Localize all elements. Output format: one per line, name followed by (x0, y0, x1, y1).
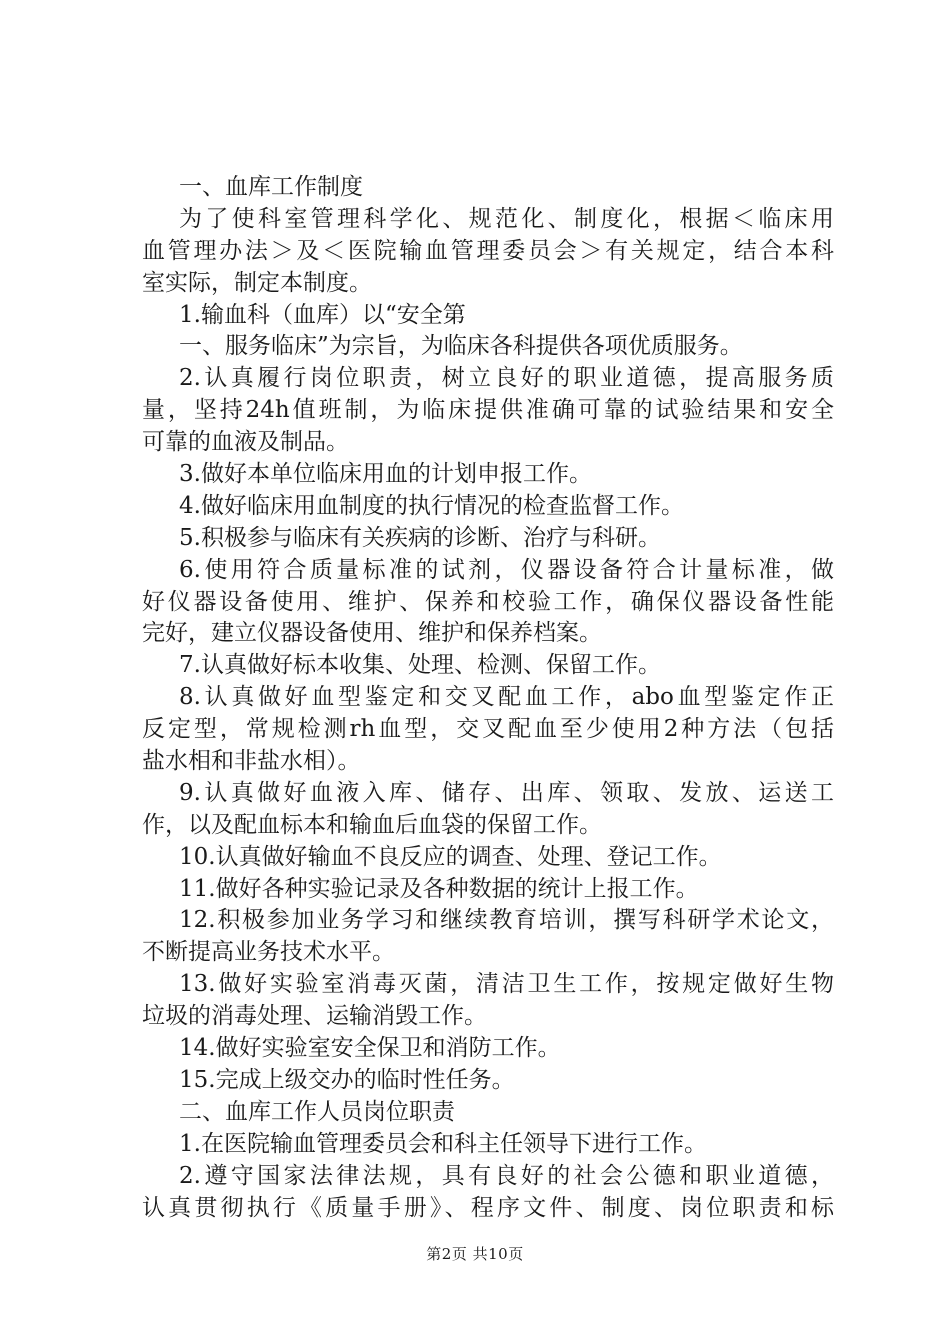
text-line: 3.做好本单位临床用血的计划申报工作。 (179, 461, 592, 488)
text-line: 垃圾的消毒处理、运输消毁工作。 (142, 1003, 487, 1030)
text-line: 不断提高业务技术水平。 (142, 939, 395, 966)
text-line: 可靠的血液及制品。 (142, 429, 349, 456)
text-line: 作，以及配血标本和输血后血袋的保留工作。 (142, 811, 602, 838)
text-line: 13.做好实验室消毒灭菌，清洁卫生工作，按规定做好生物 (179, 971, 834, 998)
text-line: 9.认真做好血液入库、储存、出库、领取、发放、运送工 (179, 779, 834, 806)
text-line: 室实际，制定本制度。 (142, 269, 372, 296)
text-line: 4.做好临床用血制度的执行情况的检查监督工作。 (179, 492, 684, 519)
document-body (142, 172, 834, 1224)
text-line: 2.遵守国家法律法规，具有良好的社会公德和职业道德， (179, 1162, 834, 1189)
text-line: 1.输血科（血库）以“安全第 (179, 301, 466, 328)
text-line: 为了使科室管理科学化、规范化、制度化，根据＜临床用 (179, 205, 834, 232)
text-line: 14.做好实验室安全保卫和消防工作。 (179, 1035, 561, 1062)
page-number-label: 第2页 共10页 (426, 1245, 524, 1263)
text-line: 二、血库工作人员岗位职责 (179, 1098, 455, 1125)
text-line: 10.认真做好输血不良反应的调查、处理、登记工作。 (179, 843, 722, 870)
text-line: 一、血库工作制度 (179, 174, 363, 200)
text-line: 15.完成上级交办的临时性任务。 (179, 1066, 515, 1093)
text-line: 8.认真做好血型鉴定和交叉配血工作，abo血型鉴定作正 (179, 684, 834, 711)
page-footer (0, 1243, 950, 1264)
text-line: 认真贯彻执行《质量手册》、程序文件、制度、岗位职责和标 (142, 1194, 834, 1221)
text-line: 1.在医院输血管理委员会和科主任领导下进行工作。 (179, 1130, 707, 1157)
text-line: 完好，建立仪器设备使用、维护和保养档案。 (142, 620, 602, 647)
text-line: 7.认真做好标本收集、处理、检测、保留工作。 (179, 652, 661, 679)
text-line: 2.认真履行岗位职责，树立良好的职业道德，提高服务质 (179, 365, 834, 392)
text-line: 11.做好各种实验记录及各种数据的统计上报工作。 (179, 875, 699, 902)
text-line: 量，坚持24h值班制，为临床提供准确可靠的试验结果和安全 (142, 397, 834, 424)
text-line: 好仪器设备使用、维护、保养和校验工作，确保仪器设备性能 (142, 588, 834, 615)
text-line: 反定型，常规检测rh血型，交叉配血至少使用2种方法（包括 (142, 716, 834, 743)
text-line: 5.积极参与临床有关疾病的诊断、治疗与科研。 (179, 524, 661, 551)
text-line: 盐水相和非盐水相）。 (142, 748, 361, 775)
text-line: 6.使用符合质量标准的试剂，仪器设备符合计量标准，做 (179, 556, 834, 583)
text-line: 一、服务临床”为宗旨，为临床各科提供各项优质服务。 (179, 333, 743, 360)
text-line: 12.积极参加业务学习和继续教育培训，撰写科研学术论文， (179, 907, 834, 934)
text-line: 血管理办法＞及＜医院输血管理委员会＞有关规定，结合本科 (142, 237, 834, 264)
